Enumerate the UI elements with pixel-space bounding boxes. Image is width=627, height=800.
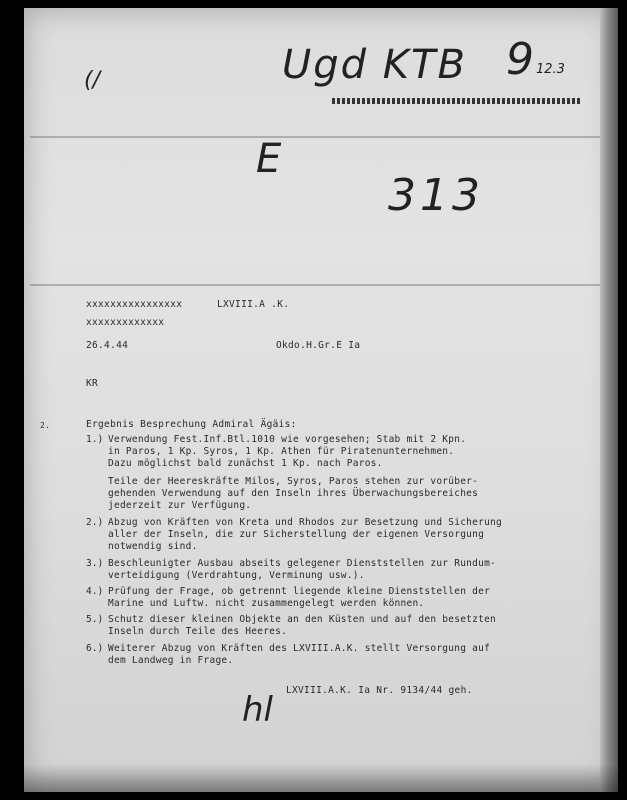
item-line: Prüfung der Frage, ob getrennt liegende kleine Dienststellen der [108, 586, 491, 597]
redacted-line: xxxxxxxxxxxxx [86, 317, 165, 328]
item-line: dem Landweg in Frage. [108, 655, 234, 666]
item-number: 2.) [86, 517, 104, 528]
date: 26.4.44 [86, 340, 129, 351]
handwritten-note: 12.3 [536, 62, 565, 77]
margin-mark: 2. [40, 421, 51, 430]
item-line: Beschleunigter Ausbau abseits gelegener Dienststellen zur Rundum- [108, 558, 497, 569]
item-number: 3.) [86, 558, 104, 569]
item-line: aller der Inseln, die zur Sicherstellung der eigenen Versorgung [108, 529, 485, 540]
page-edge-shadow [600, 8, 618, 792]
item-line: in Paros, 1 Kp. Syros, 1 Kp. Athen für Piratenunternehmen. [108, 446, 455, 457]
item-line: verteidigung (Verdrahtung, Verminung usw.). [108, 570, 365, 581]
item-number: 5.) [86, 614, 104, 625]
item-number: 4.) [86, 586, 104, 597]
document-page [24, 8, 616, 792]
item-number: 1.) [86, 434, 104, 445]
reference-code: KR [86, 378, 99, 389]
sender: LXVIII.A .K. [217, 299, 290, 310]
handwritten-page-number: 313 [388, 170, 484, 221]
handwritten-signature: hl [242, 690, 273, 730]
item-line: Verwendung Fest.Inf.Btl.1010 wie vorgesehen; Stab mit 2 Kpn. [108, 434, 467, 445]
item-line: Weiterer Abzug von Kräften des LXVIII.A.K. stellt Versorgung auf [108, 643, 491, 654]
item-line: jederzeit zur Verfügung. [108, 500, 252, 511]
page-bottom-shadow [24, 764, 618, 792]
heading: Ergebnis Besprechung Admiral Ägäis: [86, 419, 297, 430]
fold-line [30, 284, 600, 286]
handwritten-archive-code: Ugd KTB [282, 42, 467, 88]
item-number: 6.) [86, 643, 104, 654]
handwritten-mark: (/ [84, 68, 100, 93]
item-line: Marine und Luftw. nicht zusammengelegt werden können. [108, 598, 425, 609]
item-line: Schutz dieser kleinen Objekte an den Küsten und auf den besetzten [108, 614, 497, 625]
recipient: Okdo.H.Gr.E Ia [276, 340, 361, 351]
redacted-line: xxxxxxxxxxxxxxxx [86, 299, 183, 310]
item-line: Teile der Heereskräfte Milos, Syros, Paros stehen zur vorüber- [108, 476, 479, 487]
file-reference: LXVIII.A.K. Ia Nr. 9134/44 geh. [286, 685, 473, 696]
handwritten-letter-e: E [256, 136, 282, 182]
stamp-rule [332, 98, 580, 104]
item-line: Inseln durch Teile des Heeres. [108, 626, 288, 637]
handwritten-number: 9 [506, 34, 534, 85]
item-line: Abzug von Kräften von Kreta und Rhodos zur Besetzung und Sicherung [108, 517, 502, 528]
item-line: Dazu möglichst bald zunächst 1 Kp. nach Paros. [108, 458, 383, 469]
item-line: gehenden Verwendung auf den Inseln ihres Überwachungsbereiches [108, 488, 479, 499]
item-line: notwendig sind. [108, 541, 198, 552]
fold-line [30, 136, 600, 138]
